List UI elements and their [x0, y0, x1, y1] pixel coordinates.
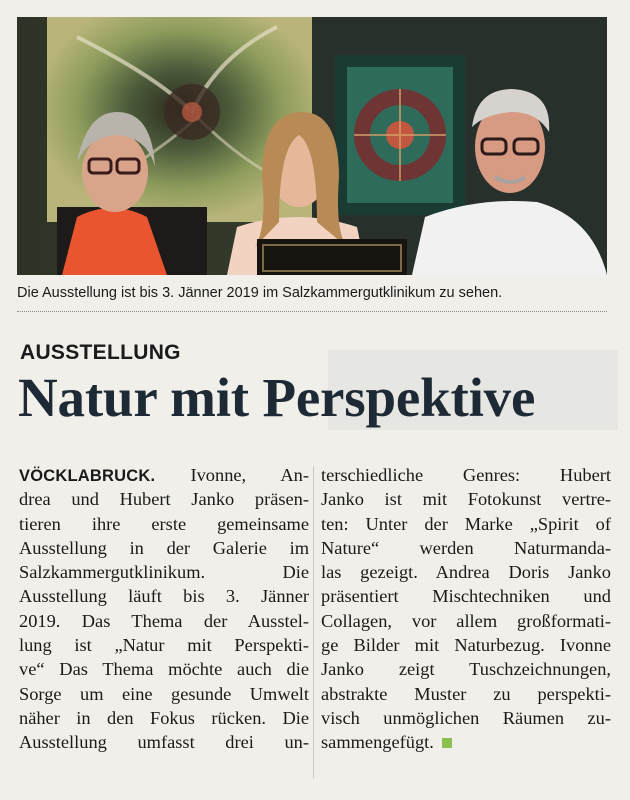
column-line: näher in den Fokus rücken. Die: [19, 707, 309, 728]
column-divider: [313, 466, 314, 778]
column-line-text: Ivonne, An-: [155, 465, 309, 485]
column-line: Nature“ werden Naturmanda-: [321, 537, 611, 558]
column-line: ge Bilder mit Naturbezug. Ivonne: [321, 635, 611, 656]
column-line: visch unmöglichen Räumen zu-: [321, 707, 611, 728]
column-line: Ausstellung in der Galerie im: [19, 537, 309, 558]
column-line: drea und Hubert Janko präsen-: [19, 489, 309, 510]
column-line: Janko ist mit Fotokunst vertre-: [321, 489, 611, 510]
column-line: [19, 463, 309, 487]
column-line: tieren ihre erste gemeinsame: [19, 513, 309, 534]
column-line: [321, 730, 611, 754]
column-line: Salzkammergutklinikum. Die: [19, 562, 309, 583]
column-line: Ausstellung läuft bis 3. Jänner: [19, 586, 309, 607]
artists-photo-icon: [17, 17, 607, 275]
dateline: VÖCKLABRUCK.: [19, 467, 156, 485]
article-column-left: [19, 463, 309, 755]
column-line: lung ist „Natur mit Perspekti-: [19, 635, 309, 656]
end-square-icon: [442, 738, 452, 748]
column-line: ve“ Das Thema möchte auch die: [19, 659, 309, 680]
column-line: abstrakte Muster zu perspekti-: [321, 683, 611, 704]
column-line: 2019. Das Thema der Ausstel-: [19, 610, 309, 631]
article-column-right: [321, 463, 611, 755]
headline: Natur mit Perspektive: [18, 367, 536, 428]
column-line: Janko zeigt Tuschzeichnungen,: [321, 659, 611, 680]
column-line: präsentiert Mischtechniken und: [321, 586, 611, 607]
column-line: Ausstellung umfasst drei un-: [19, 732, 309, 753]
column-line: terschiedliche Genres: Hubert: [321, 465, 611, 485]
caption-divider: [17, 311, 607, 312]
photo-caption: Die Ausstellung ist bis 3. Jänner 2019 im Salzkammergutklinikum zu sehen.: [17, 285, 503, 301]
column-line: ten: Unter der Marke „Spirit of: [321, 513, 611, 534]
section-kicker: AUSSTELLUNG: [20, 341, 181, 364]
article-photo: [17, 17, 607, 275]
column-line: Collagen, vor allem großformati-: [321, 610, 611, 631]
column-line-text: sammengefügt.: [321, 732, 434, 753]
column-line: Sorge um eine gesunde Umwelt: [19, 683, 309, 704]
column-line: las gezeigt. Andrea Doris Janko: [321, 562, 611, 583]
